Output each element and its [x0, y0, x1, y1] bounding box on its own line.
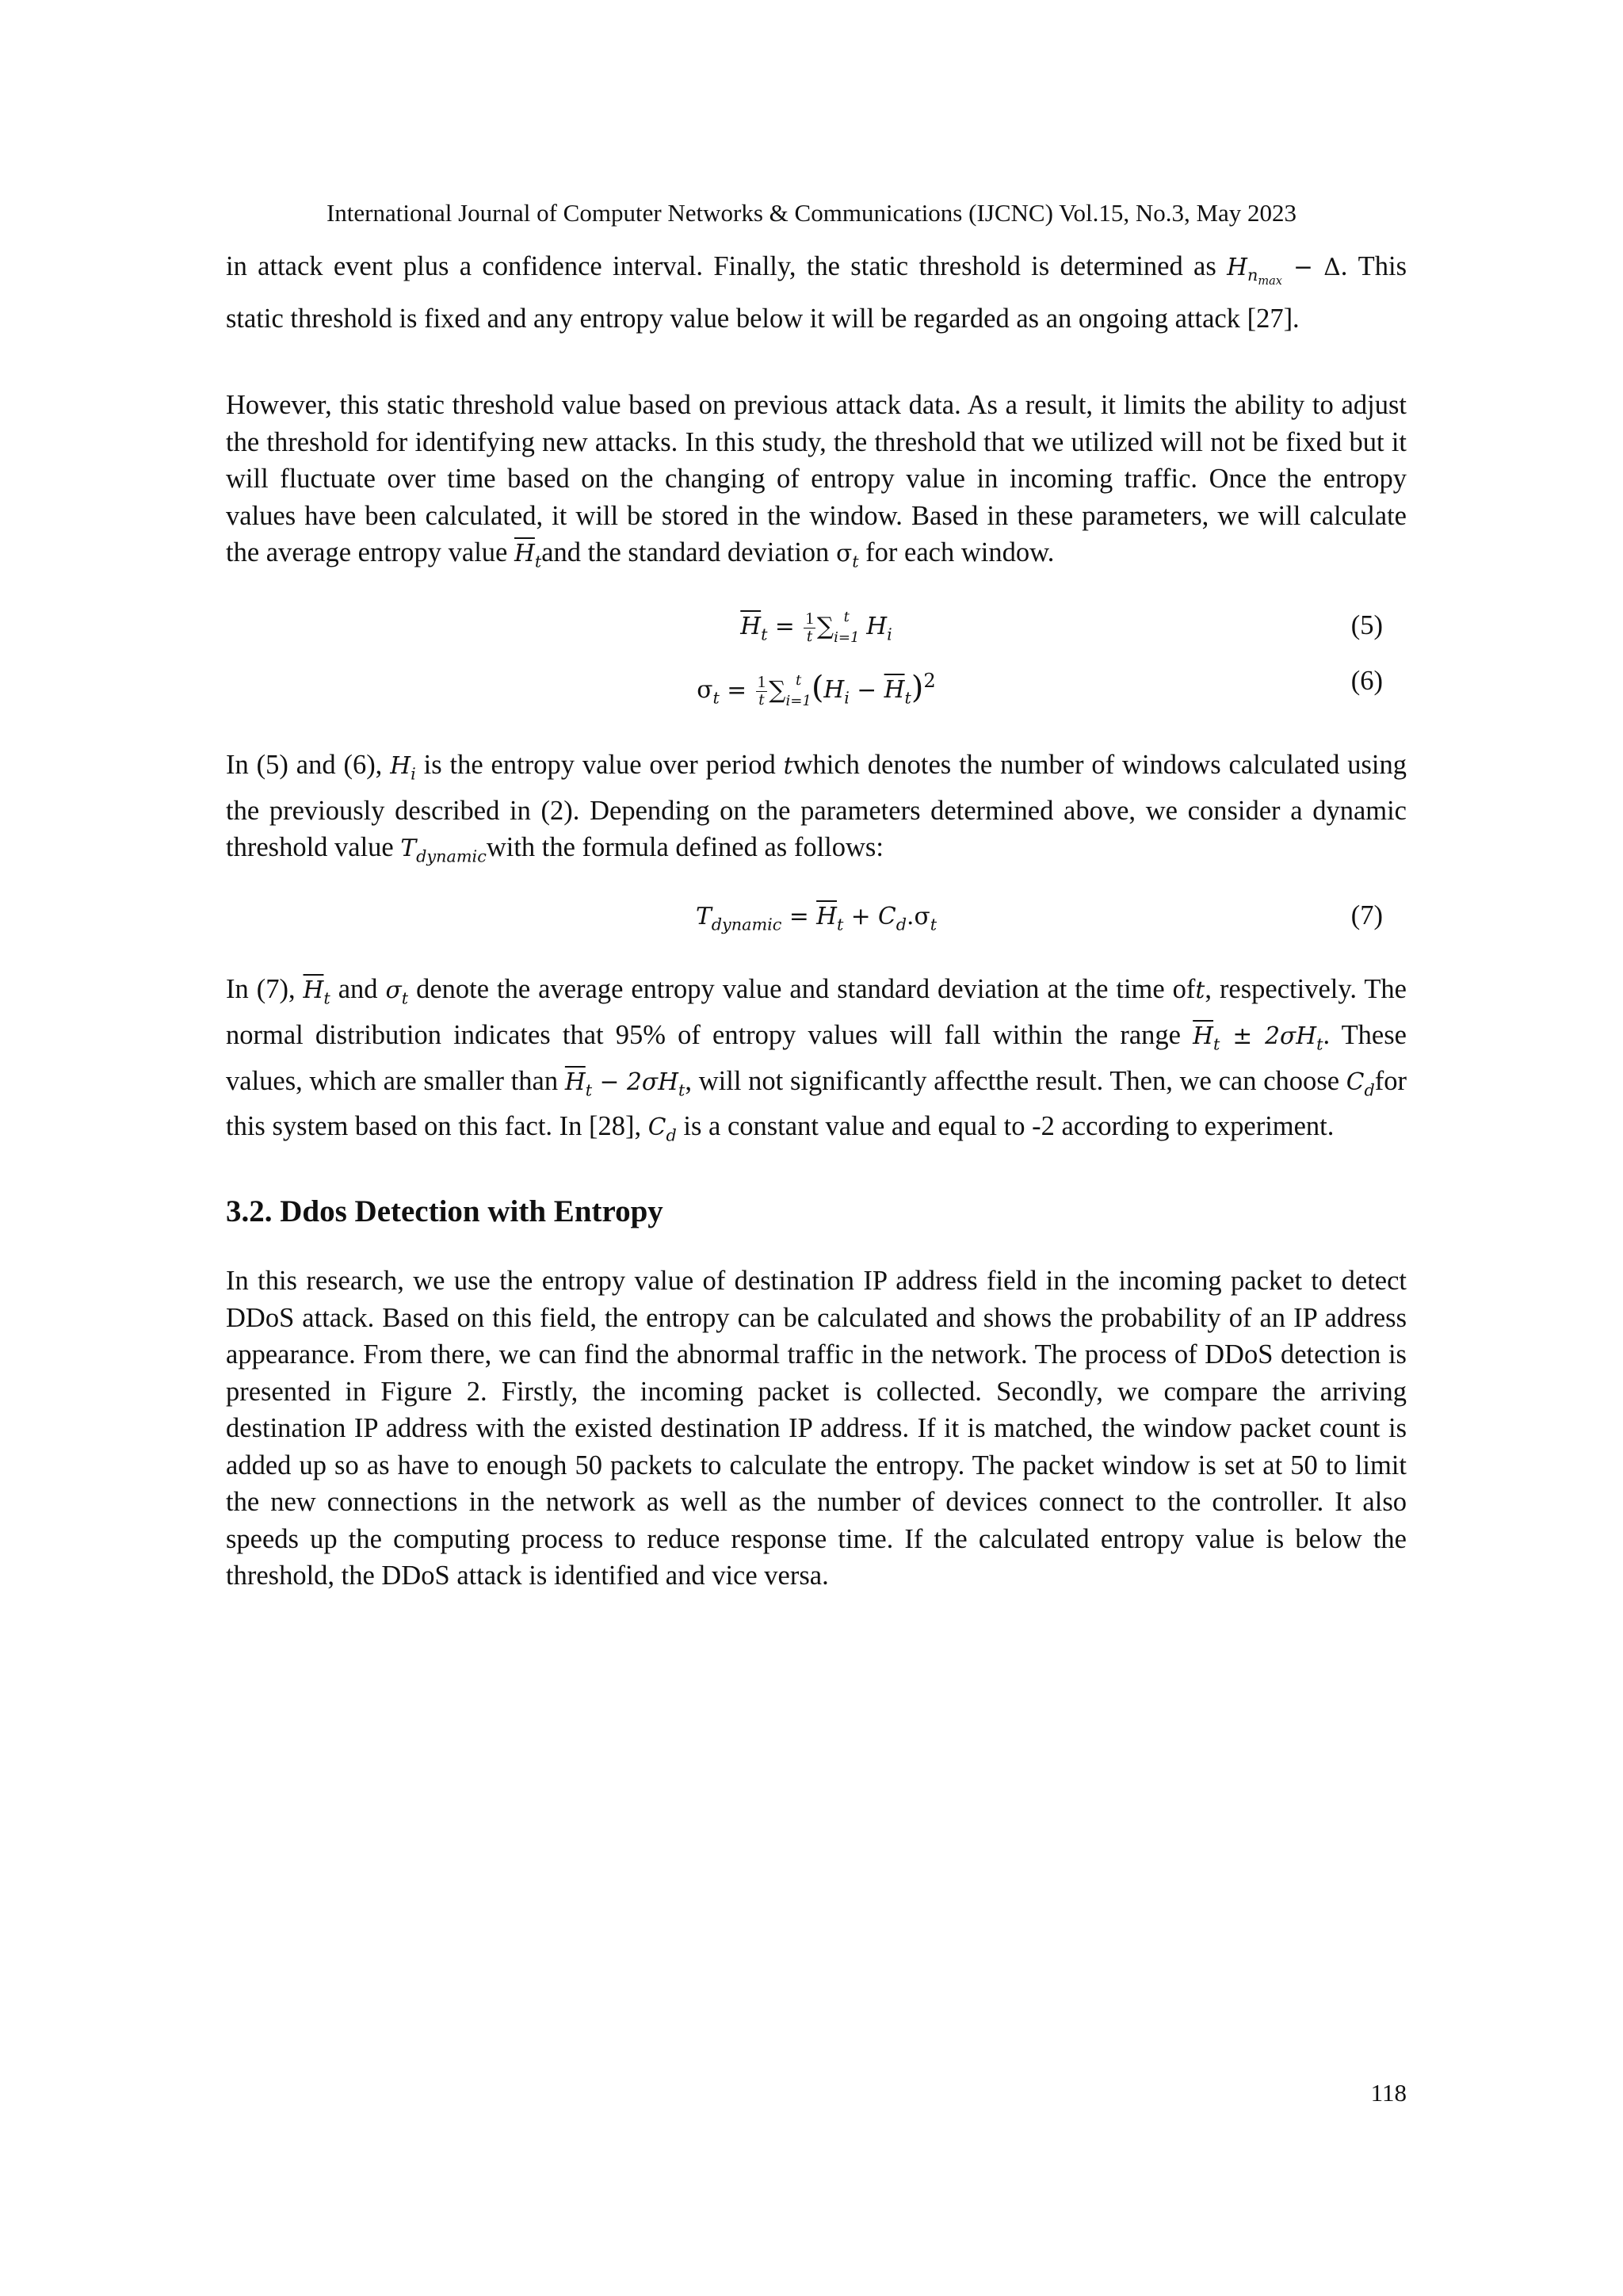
paragraph-4 [226, 971, 1407, 1154]
math-h-nmax: $H_{n_{max}}$ − [1227, 253, 1313, 288]
math-t-dynamic: $T_{dynamic}$ [400, 834, 487, 866]
text: in attack event plus a confidence interval. Finally, the static threshold is determined as [226, 251, 1228, 281]
math-range: $\overline{H}_t \pm 2\sigma H_t$ [1193, 1021, 1323, 1054]
math-t: t [1195, 976, 1205, 1003]
equation-7-body: $T_{dynamic} = \overline{H}_t + C_d.\sigma_t$ [695, 902, 938, 934]
body-text: In this research, we use the entropy value of destination IP address field in the incoming packet to detect DDoS attack. Based on this field, the entropy can be calculated and shows the probability of an IP address appearance. From there, we can find the abnormal traffic in the network. The process of DDoS detection is presented in Figure 2. Firstly, the incoming packet is collected. Secondly, we compare the arriving destination IP address with the existed destination IP address. If it is matched, the window packet count is added up so as have to enough 50 packets to calculate the entropy. The packet window is set at 50 to limit the new connections in the network as well as the number of devices connect to the controller. It also speeds up the computing process to reduce response time. If the calculated entropy value is below the threshold, the DDoS attack is identified and vice versa. [226, 1266, 1407, 1591]
text: and [330, 974, 386, 1004]
text: In (5) and (6), [226, 750, 391, 780]
text: is the entropy value over period [415, 750, 784, 780]
text: which denotes the number of windows calculated using the previously described in (2). Depending on the parameters determined above, we consider a dynamic threshold value [226, 750, 1407, 863]
text: However, this static threshold value based on previous attack data. As a result, it limits the ability to adjust the threshold for identifying new attacks. In this study, the threshold that we utilized will not be fixed but it will fluctuate over time based on the changing of entropy value in incoming traffic. Once the entropy values have been calculated, it will be stored in the window. Based in these parameters, we will calculate the average entropy value [226, 390, 1407, 567]
text: for each window. [858, 537, 1055, 567]
text: denote the average entropy value and standard deviation at the time of [408, 974, 1196, 1004]
math-lower-bound: $\overline{H}_t - 2\sigma H_t$ [564, 1067, 685, 1099]
page-number: 118 [1370, 2079, 1407, 2107]
text: In (7), [226, 974, 304, 1004]
text: , respectively. The normal distribution indicates that 95% of entropy values will fall within the range [226, 974, 1407, 1050]
equation-number: (7) [1350, 900, 1383, 930]
paragraph-1 [226, 248, 1407, 337]
math-delta: Δ [1323, 253, 1341, 281]
paragraph-3 [226, 747, 1407, 875]
section-heading: 3.2. Ddos Detection with Entropy [226, 1194, 663, 1228]
math-sigma-t: $\sigma_t$ [385, 976, 409, 1008]
text: . This static threshold is fixed and any entropy value below it will be regarded as an ongoing attack [27]. [226, 251, 1407, 334]
equation-number: (5) [1350, 610, 1383, 640]
text: . These values, which are smaller than [226, 1019, 1407, 1096]
text: for this system based on this fact. In [28], [226, 1065, 1407, 1142]
running-header: International Journal of Computer Networks & Communications (IJCNC) Vol.15, No.3, May 2023 [326, 199, 1297, 227]
text: is a constant value and equal to -2 according to experiment. [676, 1111, 1335, 1142]
math-h-bar-t: $\overline{H}_t$ [514, 539, 542, 571]
math-h-i: $H_i$ [390, 751, 416, 784]
text: and the standard deviation [541, 537, 836, 567]
text: with the formula defined as follows: [486, 832, 884, 863]
paragraph-2 [226, 387, 1407, 580]
text: , will not significantly affectthe result. Then, we can choose [685, 1065, 1346, 1096]
equation-6-body: $\sigma_t$ = $\frac{1}{t}$ ∑ t i=1 $(H_i - \overline{H}_t)^2$ [697, 669, 936, 710]
math-c-d: $C_d$ [647, 1113, 677, 1145]
paragraph-5 [226, 1263, 1407, 1595]
math-t: t [783, 751, 793, 779]
equation-5-body: $\overline{H}_t$ = $\frac{1}{t}$ ∑ t i=1 $H_i$ [740, 609, 892, 647]
fraction: $\frac{1}{t}$ [805, 609, 814, 645]
math-c-d: $C_d$ [1346, 1067, 1375, 1099]
equation-number: (6) [1350, 666, 1383, 696]
math-h-bar-t: $\overline{H}_t$ [303, 976, 330, 1008]
math-sigma-t: $\sigma_t$ [835, 539, 859, 571]
fraction: $\frac{1}{t}$ [757, 672, 766, 709]
